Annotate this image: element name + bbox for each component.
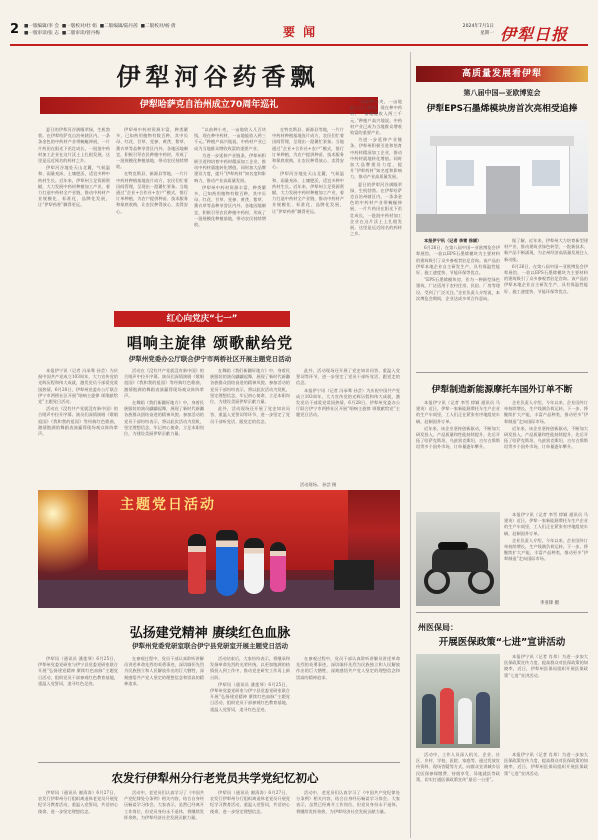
moto-col-2 (504, 400, 588, 508)
crowd-figure (440, 688, 454, 744)
moto-seat (438, 542, 468, 550)
expo-col-2 (504, 238, 588, 356)
moto-para: 本报伊宁讯（记者 李雪 徐颖 通讯员 马建英）近日，伊犁一家新能源摩托车生产企业的生产车间里，工人们正在紧张有序地组装车辆，赶制国外订单。 (504, 512, 588, 536)
expo-para: 6月26日，在第八届中国—亚欧博览会伊犁展馆，一款以EPS石墨烯模块为主要材料的建筑吸引了众多参观者驻足咨询。该产品由伊犁本地企业自主研发生产，具有保温性能好、施工速度快、节能环保等优点。 (416, 245, 500, 276)
main-headline: 伊犁河谷药香飘 (116, 63, 320, 91)
page-number: 2 (10, 22, 20, 37)
dancer-figure (188, 534, 206, 594)
healthcare-col-3 (504, 752, 588, 836)
right-divider-2 (416, 612, 588, 613)
story1-para: 活动在《没有共产党就没有新中国》的合唱声中拉开序幕。演员们深情演唱《歌唱祖国》《我和我的祖国》等经典红色歌曲，激情饱满的舞蹈表演赢得现场观众阵阵掌声。 (124, 368, 204, 398)
crowd-figure (422, 694, 436, 744)
story1-para: 本报伊宁讯（记者 冯承骞 孙芸）为庆祝中国共产党成立103周年，大力宣传党的光辉历程和伟大成就，激发党员干部爱党爱国热情，6月28日，伊犁州党委办公厅联合伊宁市两桥社区开展“唱响主旋律 颂歌献给党”主题党日活动。 (38, 368, 118, 405)
expo-para: 6月26日，在第八届中国—亚欧博览会伊犁展馆，一款以EPS石墨烯模块为主要材料的建筑吸引了众多参观者驻足咨询。该产品由伊犁本地企业自主研发生产，具有保温性能好、施工速度快、节能环保等优点。 (504, 263, 588, 294)
expo-col-1 (416, 238, 500, 356)
story3-col-4 (296, 790, 400, 836)
lead-para: 为进一步延伸产业链条，伊犁州积极引进和培育中药材精深加工企业，推动中药材就地转化增值。同时加大品牌建设力度，提升“伊犁药材”知名度和影响力，推动产业高质量发展。 (194, 152, 266, 183)
story1-col-4 (296, 368, 400, 486)
newspaper-logo: 伊犁日报 (500, 25, 569, 44)
dancer-figure (270, 542, 286, 592)
header-rule (10, 44, 588, 46)
anniversary-banner (40, 97, 378, 114)
expo-photo (416, 120, 588, 232)
story1-headline: 唱响主旋律 颂歌献给党 (126, 334, 294, 352)
event-photo (38, 490, 400, 608)
story2-para: 在参观过程中，党员干部认真聆听讲解员讲述革命先烈的英勇事迹，深切缅怀先烈为民族独立和人民解放作出的巨大牺牲，深刻感悟共产党人坚定的理想信念和崇高的精神追求。 (296, 656, 400, 680)
column-separator (410, 52, 411, 838)
motorcycle-photo (416, 512, 500, 606)
lead-para: 夏日的伊犁河谷满眼翠绿，生机勃勃。在伊犁哈萨克自治州辖区内，一条条金色的中药材产业带蜿蜒伸展，一片片药田在阳光下茁壮成长，一批批中药材加工企业在这片沃土上扎根发展。这里是远近闻名的药材之乡。 (38, 127, 110, 164)
lead-para: 为进一步延伸产业链条，伊犁州积极引进和培育中药材精深加工企业，推动中药材就地转化增值。同时加大品牌建设力度，提升“伊犁药材”知名度和影响力，推动产业高质量发展。 (350, 137, 402, 180)
anniversary-banner-text: 伊犁哈萨克自治州成立70周年巡礼 (139, 100, 279, 110)
healthcare-photo (416, 654, 500, 748)
story3-headline: 农发行伊犁州分行老党员共学党纪忆初心 (111, 771, 319, 785)
issue-date (454, 23, 494, 37)
healthcare-kicker: 州医保局： (418, 622, 458, 632)
story2-para: 伊犁讯（通讯员 潘莲琴）6月25日，伊犁州党委党研室与伊宁县党委党研室联合开展“弘扬建党精神 赓续红色血脉”主题党日活动，组织党员干部参观红色教育基地，重温入党誓词，追寻红色足迹。 (38, 656, 118, 686)
quality-banner (416, 66, 588, 82)
expo-window (532, 160, 560, 186)
photo-backdrop-text: 主题党日活动 (120, 497, 216, 513)
credit-3: ■二版编辑/陆丹茜 (99, 24, 138, 29)
healthcare-para: 本报伊宁讯（记者 肖邦）为进一步加大医保政策宣传力度，提高群众对医保政策的知晓率，近日，伊犁州医保局组织开展医保政策“七进”宣讲活动。 (504, 654, 588, 678)
story3-para: 伊犁讯（通讯员 谢清涛）6月27日，农发行伊犁州分行组织离退休老党员开展党纪学习教育活动，重温入党誓词，共话初心使命，进一步坚定理想信念。 (38, 790, 118, 814)
editor-credits (24, 23, 254, 37)
crowd-figure (476, 692, 490, 744)
expo-byline: 本报伊宁讯（记者 李雪 徐颖） (424, 238, 482, 243)
crowd-figure (458, 698, 472, 744)
story1-para: 在舞蹈《我们新疆好地方》中，身着民族服装的演员翩翩起舞，展现了新时代新疆各族群众团结奋进的精神风貌。参加活动的党员干部纷纷表示，将以此次活动为契机，坚定理想信念，牢记初心使命，立足本职岗位，为建设美丽伊犁贡献力量。 (124, 400, 204, 437)
story3-col-3 (210, 790, 290, 836)
story2-para: 伊犁讯（通讯员 潘莲琴）6月25日，伊犁州党委党研室与伊宁县党委党研室联合开展“弘扬建党精神 赓续红色血脉”主题党日活动，组织党员干部参观红色教育基地，重温入党誓词，追寻红色足迹。 (210, 681, 290, 712)
credit-1: ■一版编辑/李 会 (24, 24, 59, 29)
expo-door (486, 166, 520, 214)
story3-col-2 (124, 790, 204, 836)
credit-2: ■一版校对/杜 娟 (61, 24, 97, 29)
story3-divider (38, 762, 400, 763)
lead-para: 伊犁河谷地处天山北麓，气候温和、雨量充沛，土壤肥沃，适宜多种中药材生长。近年来，伊犁州立足资源禀赋，大力发展中药材种植加工产业，着力打造中药材全产业链，推动中药材产业规模化、标准化、品牌化发展，让“伊犁药香”飘得更远。 (38, 165, 110, 208)
expo-para: 据了解，近年来，伊犁州大力培育新型建材产业，推动建筑业绿色转型，一批新技术、新产品不断涌现，为全州经济高质量发展注入新动能。 (504, 238, 588, 262)
lead-para: “以前种小麦，一亩地收入几百块钱，现在种中药材，一亩地能收入两三千元。”种植户高兴地说。中药材产业已成为当地群众增收致富的重要产业。 (350, 99, 402, 136)
credit-4: ■二版校对/杨 倩 (140, 24, 176, 29)
lead-col-5 (350, 99, 402, 297)
story1-para: 活动在《没有共产党就没有新中国》的合唱声中拉开序幕。演员们深情演唱《歌唱祖国》《我和我的祖国》等经典红色歌曲，激情饱满的舞蹈表演赢得现场观众阵阵掌声。 (38, 406, 118, 437)
story1-col-2 (124, 368, 204, 486)
lead-col-3 (194, 127, 266, 297)
expo-para: “EPS石墨烯模块房，作为一种新型绿色建筑，广泛适用于农村住房、民宿、厂房等建设，受到了广泛关注。”企业负责人介绍说，本次博览会期间，企业达成多项合作意向。 (416, 277, 500, 301)
story2-para: 活动结束后，大家纷纷表示，将继承和发扬革命先烈的光荣传统，以更加饱满的热情投入到工作中，推动党史研究工作再上新台阶。 (210, 656, 290, 680)
motorcycle-headline: 伊犁制造新能源摩托车国外订单不断 (431, 385, 573, 395)
quality-banner-text: 高质量发展看伊犁 (461, 69, 542, 79)
section-title: 要 闻 (283, 25, 318, 39)
healthcare-headline: 开展医保政策“七进”宣讲活动 (438, 637, 566, 648)
expo-headline: 伊犁EPS石墨烯模块房首次亮相受追捧 (426, 104, 578, 114)
date-text: 2024年7月1日 (462, 24, 494, 29)
dancer-figure (216, 530, 238, 596)
healthcare-para: 活动中，工作人员深入机关、企业、社区、乡村、学校、医院、家庭等，通过发放宣传资料、现场答疑等方式，向群众宣讲城乡居民医保参保缴费、待遇享受、异地就医等政策，切实打通医保政策宣传“最后一公里”。 (416, 752, 500, 782)
moto-col-3 (504, 512, 588, 600)
moto-para: 企业负责人介绍，今年以来，企业国外订单持续增长，生产线满负荷运转。下一步，将继续扩大产能，丰富产品种类，推动更多“伊犁制造”走向国际市场。 (504, 537, 588, 562)
expo-floor (416, 214, 588, 232)
story1-col-3 (210, 368, 290, 486)
moto-para: 企业负责人介绍，今年以来，企业国外订单持续增长，生产线满负荷运转。下一步，将继续扩大产能，丰富产品种类，推动更多“伊犁制造”走向国际市场。 (504, 400, 588, 424)
lead-para: “以前种小麦，一亩地收入几百块钱，现在种中药材，一亩地能收入两三千元。”种植户高兴地说。中药材产业已成为当地群众增收致富的重要产业。 (194, 127, 266, 151)
story3-para: 伊犁讯（通讯员 谢清涛）6月27日，农发行伊犁州分行组织离退休老党员开展党纪学习教育活动，重温入党誓词，共话初心使命，进一步坚定理想信念。 (210, 790, 290, 814)
healthcare-col-1 (504, 654, 588, 748)
credit-5: ■一版审读/张 志 (24, 31, 59, 36)
healthcare-col-2 (416, 752, 500, 836)
story2-subheadline: 伊犁州党委党研室联合伊宁县党研室开展主题党日活动 (132, 642, 288, 650)
moto-para: 近年来，该企业坚持创新驱动，不断加大研发投入，产品质量和性能持续提升，先后开拓了哈萨克斯坦、乌兹别克斯坦、吉尔吉斯斯坦等多个国外市场，订单量逐年攀升。 (504, 425, 588, 450)
right-divider-1 (416, 372, 588, 373)
moto-para: 本报伊宁讯（记者 李雪 徐颖 通讯员 马建英）近日，伊犁一家新能源摩托车生产企业的生产车间里，工人们正在紧张有序地组装车辆，赶制国外订单。 (416, 400, 500, 424)
lead-col-2 (116, 127, 188, 297)
healthcare-para: 本报伊宁讯（记者 肖邦）为进一步加大医保政策宣传力度，提高群众对医保政策的知晓率，近日，伊犁州医保局组织开展医保政策“七进”宣讲活动。 (504, 752, 588, 776)
moto-col-1 (416, 400, 500, 508)
story1-para: 本报伊宁讯（记者 冯承骞 孙芸）为庆祝中国共产党成立103周年，大力宣传党的光辉历程和伟大成就，激发党员干部爱党爱国热情，6月28日，伊犁州党委办公厅联合伊宁市两桥社区开展“唱响主旋律 颂歌献给党”主题党日活动。 (296, 387, 400, 418)
photo-caption: 活动现场。 孙芸 摄 (300, 482, 337, 487)
moto-body (432, 548, 488, 572)
story2-col-1 (38, 656, 118, 758)
story2-para: 在参观过程中，党员干部认真聆听讲解员讲述革命先烈的英勇事迹，深切缅怀先烈为民族独立和人民解放作出的巨大牺牲，深刻感悟共产党人坚定的理想信念和崇高的精神追求。 (124, 656, 204, 686)
story1-para: 在舞蹈《我们新疆好地方》中，身着民族服装的演员翩翩起舞，展现了新时代新疆各族群众团结奋进的精神风貌。参加活动的党员干部纷纷表示，将以此次活动为契机，坚定理想信念，牢记初心使命，立足本职岗位，为建设美丽伊犁贡献力量。 (210, 368, 290, 405)
story2-col-2 (124, 656, 204, 758)
moto-para: 近年来，该企业坚持创新驱动，不断加大研发投入，产品质量和性能持续提升，先后开拓了哈萨克斯坦、乌兹别克斯坦、吉尔吉斯斯坦等多个国外市场，订单量逐年攀升。 (416, 425, 500, 450)
party-section-banner-text: 红心向党庆“七一” (166, 314, 238, 324)
story1-para: 此外，活动现场还开展了党史知识问答、重温入党誓词等环节，进一步坚定了党员干部听党话、跟党走的信念。 (210, 406, 290, 424)
story1-col-1 (38, 368, 118, 486)
moto-photo-credit: 李亚锋 摄 (540, 601, 559, 606)
story2-headline: 弘扬建党精神 赓续红色血脉 (129, 626, 291, 641)
lead-col-4 (272, 127, 344, 297)
expo-window (446, 160, 474, 186)
lead-para: 伊犁州中药材资源丰富，种类繁多，已知药用植物有数百种，其中贝母、红花、甘草、党参、黄芪、紫草、薰衣草等品种享誉区内外。各地因地制宜，积极引导农民种植中药材，形成了一批规模化种植基地，带动农民持续增收。 (194, 184, 266, 228)
lead-para: 夏日的伊犁河谷满眼翠绿，生机勃勃。在伊犁哈萨克自治州辖区内，一条条金色的中药材产业带蜿蜒伸展，一片片药田在阳光下茁壮成长，一批批中药材加工企业在这片沃土上扎根发展。这里是远近闻名的药材之乡。 (350, 181, 402, 237)
story1-para: 此外，活动现场还开展了党史知识问答、重温入党誓词等环节，进一步坚定了党员干部听党话、跟党走的信念。 (296, 368, 400, 386)
credit-6: ■二版审读/曾丹梅 (61, 31, 100, 36)
photo-equipment (334, 560, 374, 590)
weekday-text: 星期一 (480, 31, 494, 36)
story3-para: 活动中，老党员们认真学习了《中国共产党纪律处分条例》相关内容，结合自身经历畅谈学习体会。大家表示，虽然已经离开工作岗位，但党员身份永不退休，将继续发挥余热，为伊犁经济社会发展贡献力量。 (296, 790, 400, 814)
dancer-figure (244, 538, 264, 594)
lead-para: 伊犁州中药材资源丰富，种类繁多，已知药用植物有数百种，其中贝母、红花、甘草、党参、黄芪、紫草、薰衣草等品种享誉区内外。各地因地制宜，积极引导农民种植中药材，形成了一批规模化种植基地，带动农民持续增收。 (116, 127, 188, 170)
lead-para: 伊犁河谷地处天山北麓，气候温和、雨量充沛，土壤肥沃，适宜多种中药材生长。近年来，伊犁州立足资源禀赋，大力发展中药材种植加工产业，着力打造中药材全产业链，推动中药材产业规模化、标准化、品牌化发展，让“伊犁药香”飘得更远。 (272, 171, 344, 214)
party-section-banner (114, 311, 290, 327)
story2-col-4 (296, 656, 400, 758)
story2-col-3 (210, 656, 290, 758)
story3-col-1 (38, 790, 118, 836)
story1-subheadline: 伊犁州党委办公厅联合伊宁市两桥社区开展主题党日活动 (128, 355, 292, 363)
lead-para: 在特克斯县、新源县等地，一片片中药材种植基地连片成方，农民们忙着田间管理，呈现出一派繁忙景象。当地通过“企业+合作社+农户”模式，推行订单种植，为农户提供种苗、技术服务和保底收购，让农民种得放心、卖得安心。 (116, 171, 188, 214)
lead-col-1 (38, 127, 110, 297)
expo-roof (430, 136, 574, 146)
expo-kicker: 第八届中国—亚欧博览会 (463, 88, 541, 97)
lead-para: 在特克斯县、新源县等地，一片片中药材种植基地连片成方，农民们忙着田间管理，呈现出一派繁忙景象。当地通过“企业+合作社+农户”模式，推行订单种植，为农户提供种苗、技术服务和保底收购，让农民种得放心、卖得安心。 (272, 127, 344, 170)
story3-para: 活动中，老党员们认真学习了《中国共产党纪律处分条例》相关内容，结合自身经历畅谈学习体会。大家表示，虽然已经离开工作岗位，但党员身份永不退休，将继续发挥余热，为伊犁经济社会发展贡献力量。 (124, 790, 204, 820)
